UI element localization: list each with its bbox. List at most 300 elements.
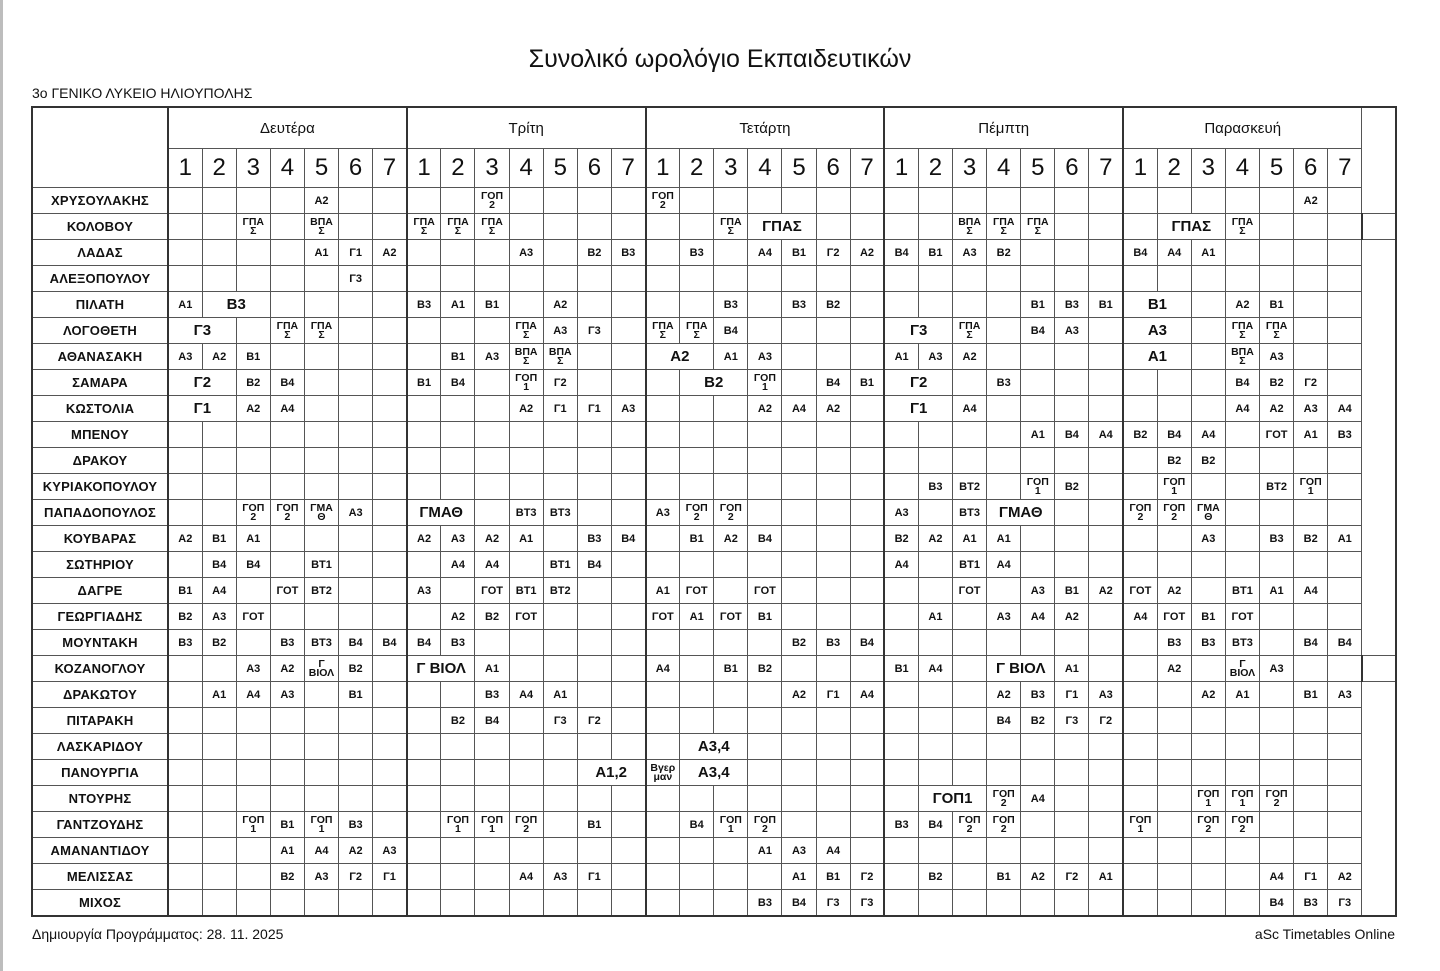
lesson-cell xyxy=(373,344,407,370)
lesson-cell: Γ3 xyxy=(339,266,373,292)
lesson-cell xyxy=(1294,838,1328,864)
lesson-cell xyxy=(509,344,543,370)
lesson-cell xyxy=(816,734,850,760)
lesson-cell: A1 xyxy=(884,344,918,370)
lesson-cell xyxy=(543,526,577,552)
period-number: 1 xyxy=(884,149,918,188)
lesson-cell xyxy=(1328,838,1362,864)
teacher-row xyxy=(32,864,1396,890)
lesson-cell xyxy=(1089,370,1123,396)
lesson-cell: A2 xyxy=(816,396,850,422)
lesson-cell: A4 xyxy=(1294,578,1328,604)
lesson-cell xyxy=(1021,370,1055,396)
lesson-cell: A2 xyxy=(1055,604,1089,630)
lesson-cell: A3 xyxy=(1191,526,1225,552)
lesson-cell xyxy=(509,370,543,396)
lesson-cell: A2 xyxy=(304,188,338,214)
lesson-cell xyxy=(1225,864,1259,890)
lesson-cell xyxy=(918,734,952,760)
lesson-cell xyxy=(1089,786,1123,812)
lesson-cell xyxy=(748,422,782,448)
lesson-cell xyxy=(850,396,884,422)
lesson-cell: B1 xyxy=(884,656,918,682)
lesson-cell xyxy=(270,448,304,474)
lesson-cell xyxy=(680,292,714,318)
lesson-cell xyxy=(987,474,1021,500)
lesson-cell: A1 xyxy=(168,292,202,318)
lesson-cell xyxy=(646,708,680,734)
lesson-cell: B2 xyxy=(1157,448,1191,474)
lesson-cell xyxy=(270,214,304,240)
lesson-code: ΓΠΑ Σ xyxy=(310,319,333,341)
lesson-cell xyxy=(748,682,782,708)
lesson-cell xyxy=(1191,188,1225,214)
lesson-cell xyxy=(748,734,782,760)
teacher-name: ΛΑΔΑΣ xyxy=(32,240,168,266)
teacher-row xyxy=(32,266,1396,292)
teacher-row xyxy=(32,448,1396,474)
lesson-cell: B1 xyxy=(202,526,236,552)
lesson-cell xyxy=(304,448,338,474)
lesson-cell: A2 xyxy=(168,526,202,552)
teacher-name: ΚΩΣΤΟΛΙΑ xyxy=(32,396,168,422)
lesson-cell xyxy=(270,474,304,500)
lesson-cell xyxy=(270,890,304,917)
lesson-cell xyxy=(339,890,373,917)
lesson-cell xyxy=(1123,526,1157,552)
lesson-cell xyxy=(1157,474,1191,500)
lesson-cell: B4 xyxy=(1260,890,1294,917)
lesson-cell xyxy=(407,812,441,838)
lesson-cell xyxy=(748,266,782,292)
teacher-name: ΔΑΓΡΕ xyxy=(32,578,168,604)
lesson-cell xyxy=(918,760,952,786)
lesson-cell xyxy=(1225,214,1259,240)
lesson-code: Βγερ μαν xyxy=(650,761,676,783)
lesson-cell: BT2 xyxy=(953,474,987,500)
lesson-cell xyxy=(168,448,202,474)
lesson-cell xyxy=(850,500,884,526)
period-number: 3 xyxy=(475,149,509,188)
lesson-cell: Γ2 xyxy=(1055,864,1089,890)
lesson-cell: A3 xyxy=(304,864,338,890)
lesson-cell xyxy=(168,188,202,214)
lesson-cell xyxy=(270,240,304,266)
period-number: 3 xyxy=(953,149,987,188)
lesson-cell: A3 xyxy=(270,682,304,708)
lesson-code: ΓΜΑ Θ xyxy=(1197,501,1220,523)
lesson-cell xyxy=(816,422,850,448)
teacher-name: ΑΜΑΝΑΝΤΙΔΟΥ xyxy=(32,838,168,864)
lesson-cell xyxy=(236,578,270,604)
period-number: 7 xyxy=(1089,149,1123,188)
lesson-cell: B2 xyxy=(475,604,509,630)
lesson-cell xyxy=(1328,266,1362,292)
lesson-cell xyxy=(407,448,441,474)
lesson-cell xyxy=(304,760,338,786)
lesson-code: ΓΠΑ Σ xyxy=(481,215,503,237)
lesson-cell: A3 xyxy=(884,500,918,526)
lesson-cell xyxy=(339,708,373,734)
lesson-cell xyxy=(168,474,202,500)
lesson-cell xyxy=(543,474,577,500)
lesson-cell xyxy=(1225,656,1259,682)
lesson-cell xyxy=(441,240,475,266)
lesson-cell: A3 xyxy=(782,838,816,864)
lesson-cell xyxy=(714,500,748,526)
lesson-cell xyxy=(1089,318,1123,344)
lesson-cell xyxy=(475,474,509,500)
lesson-cell: B1 xyxy=(918,240,952,266)
lesson-cell xyxy=(1328,214,1362,240)
lesson-cell xyxy=(850,812,884,838)
lesson-cell: B2 xyxy=(748,656,782,682)
lesson-cell xyxy=(441,838,475,864)
lesson-cell xyxy=(441,422,475,448)
lesson-cell xyxy=(1021,734,1055,760)
lesson-cell: B3 xyxy=(1191,630,1225,656)
lesson-cell xyxy=(918,890,952,917)
lesson-cell xyxy=(1055,786,1089,812)
lesson-cell: B4 xyxy=(270,370,304,396)
lesson-cell: A1 xyxy=(714,344,748,370)
lesson-cell: BT3 xyxy=(304,630,338,656)
lesson-cell xyxy=(782,656,816,682)
lesson-cell xyxy=(168,422,202,448)
teacher-name: ΔΡΑΚΟΥ xyxy=(32,448,168,474)
lesson-cell xyxy=(953,188,987,214)
lesson-cell xyxy=(509,890,543,917)
lesson-cell: ΓΟΤ xyxy=(270,578,304,604)
teacher-name: ΔΡΑΚΩΤΟΥ xyxy=(32,682,168,708)
lesson-cell xyxy=(611,344,645,370)
lesson-cell xyxy=(475,864,509,890)
lesson-cell xyxy=(782,266,816,292)
lesson-cell xyxy=(475,760,509,786)
lesson-cell: A4 xyxy=(850,682,884,708)
day-header: Παρασκευή xyxy=(1123,107,1362,149)
lesson-cell xyxy=(611,214,645,240)
lesson-cell xyxy=(236,214,270,240)
lesson-code: ΓΟΠ 1 xyxy=(515,371,538,393)
lesson-cell: A4 xyxy=(1021,604,1055,630)
lesson-cell: B4 xyxy=(1225,370,1259,396)
lesson-cell xyxy=(1055,630,1089,656)
lesson-cell xyxy=(577,890,611,917)
lesson-cell xyxy=(646,864,680,890)
lesson-code: ΓΟΠ 2 xyxy=(242,501,265,523)
lesson-cell: Γ3 xyxy=(850,890,884,917)
lesson-cell xyxy=(611,864,645,890)
lesson-cell xyxy=(611,578,645,604)
lesson-cell xyxy=(236,240,270,266)
period-number: 2 xyxy=(441,149,475,188)
lesson-cell: Γ1 xyxy=(168,396,236,422)
lesson-cell xyxy=(304,422,338,448)
lesson-cell xyxy=(202,422,236,448)
lesson-cell xyxy=(543,344,577,370)
teacher-row xyxy=(32,318,1396,344)
lesson-cell xyxy=(236,448,270,474)
lesson-cell xyxy=(577,500,611,526)
period-number: 4 xyxy=(1225,149,1259,188)
lesson-cell: Γ1 xyxy=(543,396,577,422)
lesson-cell: A1 xyxy=(953,526,987,552)
lesson-cell xyxy=(953,292,987,318)
lesson-cell xyxy=(441,786,475,812)
period-number: 1 xyxy=(646,149,680,188)
lesson-cell: A1 xyxy=(1021,422,1055,448)
lesson-cell xyxy=(680,838,714,864)
lesson-cell xyxy=(1191,786,1225,812)
lesson-cell xyxy=(748,630,782,656)
lesson-cell xyxy=(304,604,338,630)
lesson-cell: B4 xyxy=(407,630,441,656)
lesson-cell xyxy=(1123,630,1157,656)
lesson-cell xyxy=(714,396,748,422)
lesson-cell xyxy=(407,604,441,630)
lesson-cell xyxy=(441,448,475,474)
lesson-cell xyxy=(611,630,645,656)
day-header: Τρίτη xyxy=(407,107,646,149)
period-number: 2 xyxy=(1157,149,1191,188)
lesson-cell xyxy=(373,214,407,240)
lesson-cell xyxy=(339,448,373,474)
lesson-cell xyxy=(680,786,714,812)
lesson-cell: Γ2 xyxy=(543,370,577,396)
lesson-cell xyxy=(373,396,407,422)
lesson-cell xyxy=(168,240,202,266)
lesson-cell xyxy=(646,734,680,760)
lesson-cell xyxy=(646,474,680,500)
lesson-cell xyxy=(1294,656,1328,682)
lesson-cell: B1 xyxy=(748,604,782,630)
lesson-cell xyxy=(1191,864,1225,890)
lesson-cell: B4 xyxy=(373,630,407,656)
lesson-cell xyxy=(1191,266,1225,292)
lesson-cell xyxy=(270,292,304,318)
lesson-cell xyxy=(475,630,509,656)
lesson-cell xyxy=(270,500,304,526)
lesson-code: ΓΟΠ 1 xyxy=(1231,787,1254,809)
lesson-code: ΓΠΑ Σ xyxy=(1231,215,1254,237)
lesson-cell xyxy=(373,318,407,344)
lesson-cell: A4 xyxy=(816,838,850,864)
lesson-cell xyxy=(339,370,373,396)
lesson-cell xyxy=(1191,474,1225,500)
lesson-cell xyxy=(1157,864,1191,890)
lesson-cell: BT1 xyxy=(953,552,987,578)
lesson-cell xyxy=(611,422,645,448)
lesson-cell xyxy=(680,864,714,890)
lesson-cell xyxy=(782,708,816,734)
lesson-cell: ΓΜΑΘ xyxy=(407,500,475,526)
period-number: 3 xyxy=(714,149,748,188)
teacher-name: ΠΙΤΑΡΑΚΗ xyxy=(32,708,168,734)
lesson-cell xyxy=(816,656,850,682)
lesson-cell xyxy=(304,474,338,500)
lesson-cell: Γ2 xyxy=(577,708,611,734)
lesson-cell xyxy=(884,630,918,656)
lesson-cell: A2 xyxy=(236,396,270,422)
lesson-cell: ΓΠΑΣ xyxy=(748,214,816,240)
lesson-cell xyxy=(236,890,270,917)
lesson-cell xyxy=(373,786,407,812)
teacher-name: ΜΟΥΝΤΑΚΗ xyxy=(32,630,168,656)
lesson-cell xyxy=(1123,474,1157,500)
lesson-cell: B2 xyxy=(1123,422,1157,448)
lesson-cell xyxy=(577,578,611,604)
lesson-cell xyxy=(339,526,373,552)
lesson-cell xyxy=(1225,552,1259,578)
lesson-cell xyxy=(782,188,816,214)
lesson-cell xyxy=(1328,786,1362,812)
lesson-cell xyxy=(1123,214,1157,240)
lesson-cell xyxy=(1089,630,1123,656)
lesson-cell xyxy=(1294,474,1328,500)
lesson-cell: B3 xyxy=(611,240,645,266)
lesson-cell xyxy=(782,760,816,786)
lesson-cell: A3 xyxy=(236,656,270,682)
lesson-cell xyxy=(714,188,748,214)
page-title: Συνολικό ωρολόγιο Εκπαιδευτικών xyxy=(528,45,912,73)
lesson-code: ΒΠΑ Σ xyxy=(310,215,333,237)
lesson-code: ΓΟΠ 2 xyxy=(719,501,742,523)
lesson-cell xyxy=(304,526,338,552)
lesson-cell xyxy=(509,422,543,448)
lesson-cell xyxy=(953,266,987,292)
lesson-cell xyxy=(407,344,441,370)
lesson-cell xyxy=(646,266,680,292)
lesson-cell xyxy=(646,318,680,344)
lesson-code: ΓΟΠ 1 xyxy=(1197,787,1220,809)
corner-cell xyxy=(32,107,168,188)
period-number: 1 xyxy=(407,149,441,188)
teacher-name: ΠΙΛΑΤΗ xyxy=(32,292,168,318)
lesson-cell xyxy=(680,214,714,240)
lesson-code: ΓΠΑ Σ xyxy=(1265,319,1288,341)
lesson-cell xyxy=(236,500,270,526)
lesson-cell xyxy=(1294,266,1328,292)
lesson-cell xyxy=(339,214,373,240)
lesson-cell xyxy=(1123,656,1157,682)
lesson-code: ΓΟΠ 2 xyxy=(1197,813,1220,835)
lesson-cell xyxy=(884,682,918,708)
lesson-cell: B2 xyxy=(339,656,373,682)
lesson-cell: ΓΜΑΘ xyxy=(987,500,1055,526)
lesson-code: ΓΟΠ 1 xyxy=(719,813,742,835)
lesson-cell xyxy=(918,682,952,708)
lesson-cell xyxy=(850,526,884,552)
day-header: Πέμπτη xyxy=(884,107,1123,149)
lesson-cell xyxy=(850,552,884,578)
lesson-cell: A1 xyxy=(270,838,304,864)
lesson-cell xyxy=(884,214,918,240)
lesson-cell xyxy=(270,734,304,760)
lesson-cell xyxy=(714,552,748,578)
lesson-cell xyxy=(611,266,645,292)
lesson-cell: A4 xyxy=(884,552,918,578)
lesson-cell: A4 xyxy=(1123,604,1157,630)
lesson-cell xyxy=(1123,448,1157,474)
lesson-cell xyxy=(373,656,407,682)
lesson-code: ΓΟΠ 1 xyxy=(1026,475,1049,497)
lesson-cell xyxy=(202,734,236,760)
lesson-cell xyxy=(509,812,543,838)
lesson-cell xyxy=(782,318,816,344)
lesson-cell xyxy=(339,786,373,812)
lesson-cell xyxy=(850,474,884,500)
lesson-cell xyxy=(543,760,577,786)
lesson-code: ΒΠΑ Σ xyxy=(514,345,538,367)
lesson-cell: B1 xyxy=(987,864,1021,890)
lesson-cell xyxy=(407,474,441,500)
lesson-cell xyxy=(577,292,611,318)
lesson-cell xyxy=(987,838,1021,864)
lesson-cell xyxy=(543,890,577,917)
lesson-cell: A2 xyxy=(202,344,236,370)
lesson-cell xyxy=(1157,838,1191,864)
lesson-cell xyxy=(1294,292,1328,318)
lesson-cell xyxy=(168,500,202,526)
lesson-cell xyxy=(646,786,680,812)
lesson-code: ΓΟΠ 2 xyxy=(651,189,674,211)
lesson-cell: Γ3 xyxy=(543,708,577,734)
lesson-cell xyxy=(611,838,645,864)
lesson-cell xyxy=(1123,890,1157,917)
lesson-cell: B4 xyxy=(236,552,270,578)
lesson-cell: B1 xyxy=(1021,292,1055,318)
period-header-row xyxy=(32,149,1396,188)
lesson-cell xyxy=(509,656,543,682)
period-number: 4 xyxy=(270,149,304,188)
lesson-cell: B2 xyxy=(270,864,304,890)
lesson-cell xyxy=(509,760,543,786)
lesson-cell: B3 xyxy=(577,526,611,552)
lesson-cell: A2 xyxy=(475,526,509,552)
lesson-cell: A4 xyxy=(918,656,952,682)
lesson-cell xyxy=(1294,760,1328,786)
lesson-code: ΓΟΠ 2 xyxy=(1231,813,1254,835)
lesson-cell xyxy=(1328,344,1362,370)
teacher-row xyxy=(32,344,1396,370)
lesson-cell xyxy=(441,864,475,890)
teacher-row xyxy=(32,214,1396,240)
lesson-cell: A1 xyxy=(202,682,236,708)
lesson-cell: A3 xyxy=(1021,578,1055,604)
lesson-cell: Γ3 xyxy=(1328,890,1362,917)
lesson-code: ΓΠΑ Σ xyxy=(1231,319,1254,341)
lesson-cell: Γ1 xyxy=(373,864,407,890)
lesson-cell: Γ3 xyxy=(816,890,850,917)
lesson-cell: Γ2 xyxy=(339,864,373,890)
lesson-cell xyxy=(304,708,338,734)
lesson-cell xyxy=(373,526,407,552)
lesson-cell xyxy=(236,864,270,890)
lesson-cell xyxy=(1123,760,1157,786)
lesson-cell: B4 xyxy=(884,240,918,266)
lesson-cell xyxy=(1225,734,1259,760)
lesson-cell xyxy=(475,812,509,838)
period-number: 3 xyxy=(1191,149,1225,188)
lesson-cell xyxy=(1328,760,1362,786)
lesson-cell xyxy=(884,708,918,734)
lesson-cell xyxy=(407,734,441,760)
lesson-cell: A1 xyxy=(680,604,714,630)
lesson-cell xyxy=(1260,188,1294,214)
lesson-cell: B3 xyxy=(714,292,748,318)
lesson-cell xyxy=(1021,396,1055,422)
